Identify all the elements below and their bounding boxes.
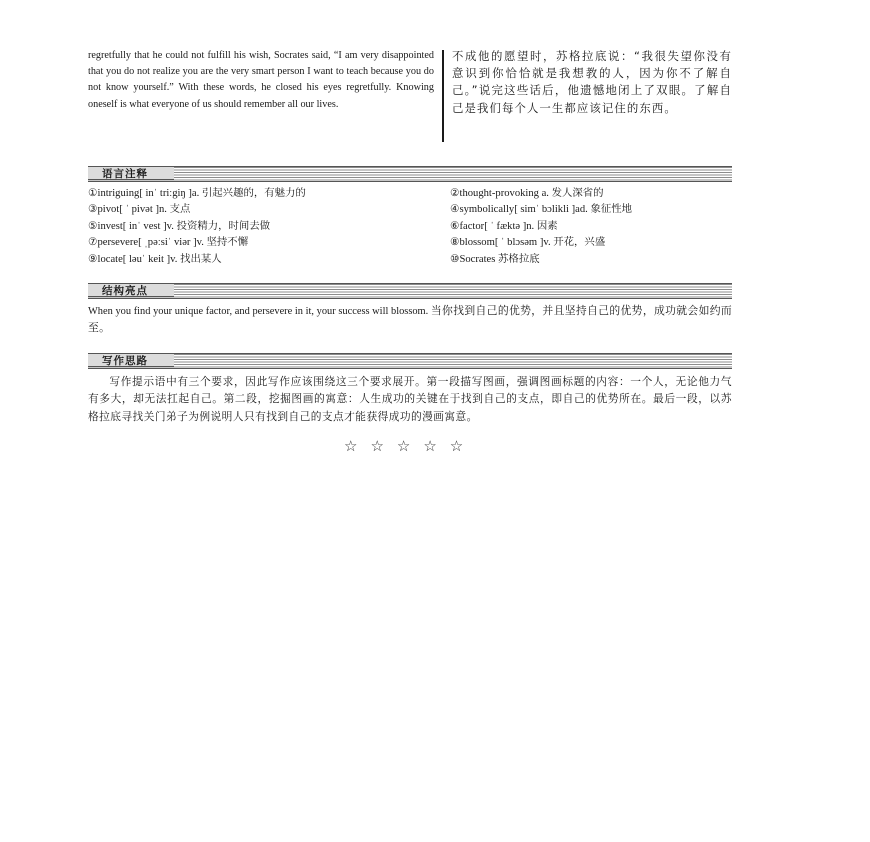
- note-item: [88, 252, 450, 267]
- note-meaning: 因素: [536, 219, 558, 232]
- structure-english: When you find your unique factor, and persevere in it, your success will blossom.: [88, 306, 429, 318]
- note-meaning: 投资精力，时间去做: [176, 219, 271, 232]
- writing-approach-text: 写作提示语中有三个要求，因此写作应该围绕这三个要求展开。第一段描写图画，强调图画标题的内容：一个人，无论他力气有多大，却无法扛起自己。第二段，挖掘图画的寓意：人生成功的关键在于找到自己的支点，即自己的优势所在。最后一段，以苏格拉底寻找关门弟子为例说明人只有找到自己的支点才能获得成功的漫画寓意。: [88, 375, 732, 423]
- note-meaning: 支点: [169, 203, 191, 216]
- note-meaning: 苏格拉底: [498, 252, 540, 265]
- note-term: ④symbolically[ simˈ bɔlikli ]ad.: [450, 204, 588, 216]
- passage-english: regretfully that he could not fulfill his wish, Socrates said, “I am very disappointed that you do not realize you are the very smart person I want to teach because you do not know yourself.” With these words, he closed his eyes regretfully. Knowing oneself is what everyone of us should remember all our lives.: [88, 50, 434, 110]
- notes-section-header: [88, 166, 732, 182]
- note-item: [450, 252, 732, 267]
- note-item: [450, 219, 732, 234]
- note-term: ②thought-provoking a.: [450, 188, 549, 199]
- star-divider: ☆☆☆☆☆: [344, 437, 477, 455]
- notes-section-title: 语言注释: [88, 166, 174, 180]
- note-item: [88, 202, 450, 217]
- page-content: [88, 48, 732, 425]
- note-item: [450, 202, 732, 217]
- passage-chinese: 不成他的愿望时，苏格拉底说：“我很失望你没有意识到你恰恰就是我想教的人，因为你不了解自己。”说完这些话后，他遗憾地闭上了双眼。了解自己是我们每个人一生都应该记住的东西。: [452, 49, 732, 115]
- note-term: ⑥factor[ ˈ fæktə ]n.: [450, 220, 535, 232]
- note-item: [88, 235, 450, 250]
- structure-highlight: [88, 303, 732, 337]
- note-term: ⑤invest[ inˈ vest ]v.: [88, 220, 174, 232]
- column-divider: [442, 50, 444, 142]
- note-item: [88, 186, 450, 201]
- approach-section-title: 写作思路: [88, 353, 174, 367]
- note-term: ⑦persevere[ ˌpəːsiˈ viər ]v.: [88, 237, 204, 249]
- note-term: ①intriguing[ inˈ triːgiŋ ]a.: [88, 188, 200, 199]
- note-item: [88, 219, 450, 234]
- note-meaning: 开花，兴盛: [553, 236, 606, 249]
- approach-section-header: [88, 353, 732, 369]
- note-meaning: 坚持不懈: [206, 236, 249, 249]
- note-term: ⑩Socrates: [450, 253, 496, 265]
- note-term: ⑨locate[ ləuˈ keit ]v.: [88, 253, 178, 265]
- vocabulary-notes: [88, 186, 732, 267]
- note-item: [450, 186, 732, 201]
- note-meaning: 找出某人: [180, 252, 222, 265]
- note-term: ⑧blossom[ ˈ blɔsəm ]v.: [450, 237, 551, 249]
- structure-section-header: [88, 283, 732, 299]
- bilingual-passage: [88, 48, 732, 148]
- note-meaning: 象征性地: [590, 203, 632, 216]
- note-term: ③pivot[ ˈ pivət ]n.: [88, 204, 167, 216]
- note-meaning: 引起兴趣的，有魅力的: [201, 187, 306, 199]
- note-meaning: 发人深省的: [551, 187, 604, 199]
- structure-section-title: 结构亮点: [88, 283, 174, 297]
- structure-chinese: 当你找到自己的优势，并且坚持自己的优势，成功就会如约而至。: [88, 304, 732, 335]
- note-item: [450, 235, 732, 250]
